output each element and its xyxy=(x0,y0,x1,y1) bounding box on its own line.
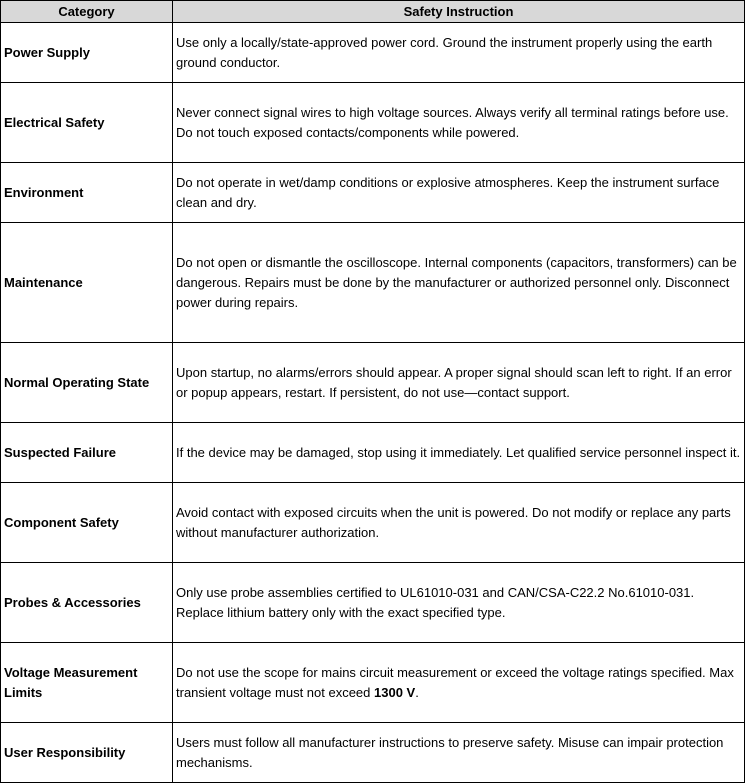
category-cell: Maintenance xyxy=(1,223,173,343)
table-row xyxy=(1,23,745,83)
instruction-text-end: . xyxy=(415,684,419,700)
category-cell: Suspected Failure xyxy=(1,423,173,483)
header-row xyxy=(1,1,745,23)
table-row xyxy=(1,563,745,643)
instruction-cell: Upon startup, no alarms/errors should appear. A proper signal should scan left to right. If an error or popup appears, restart. If persistent, do not use—contact support. xyxy=(173,343,745,423)
instruction-cell: Do not operate in wet/damp conditions or explosive atmospheres. Keep the instrument surface clean and dry. xyxy=(173,163,745,223)
instruction-cell: Only use probe assemblies certified to UL61010-031 and CAN/CSA-C22.2 No.61010-031. Replace lithium battery only with the exact specified type. xyxy=(173,563,745,643)
header-instruction: Safety Instruction xyxy=(173,1,745,23)
category-cell: Voltage Measurement Limits xyxy=(1,643,173,723)
instruction-cell: Avoid contact with exposed circuits when the unit is powered. Do not modify or replace any parts without manufacturer authorization. xyxy=(173,483,745,563)
instruction-cell: Do not open or dismantle the oscilloscope. Internal components (capacitors, transformers) can be dangerous. Repairs must be done by the manufacturer or authorized personnel only. Disconnect power during repairs. xyxy=(173,223,745,343)
header-category: Category xyxy=(1,1,173,23)
category-cell: User Responsibility xyxy=(1,723,173,783)
table-row xyxy=(1,723,745,783)
instruction-cell: Never connect signal wires to high voltage sources. Always verify all terminal ratings before use. Do not touch exposed contacts/components while powered. xyxy=(173,83,745,163)
instruction-text: Do not use the scope for mains circuit measurement or exceed the voltage ratings specified. Max transient voltage must not exceed xyxy=(176,664,734,700)
category-cell: Environment xyxy=(1,163,173,223)
table-row xyxy=(1,163,745,223)
instruction-cell: Use only a locally/state-approved power cord. Ground the instrument properly using the earth ground conductor. xyxy=(173,23,745,83)
category-cell: Component Safety xyxy=(1,483,173,563)
category-cell: Probes & Accessories xyxy=(1,563,173,643)
table-row xyxy=(1,423,745,483)
category-cell: Normal Operating State xyxy=(1,343,173,423)
voltage-limit-value: 1300 V xyxy=(374,684,416,700)
table-row xyxy=(1,643,745,723)
table-row xyxy=(1,223,745,343)
instruction-cell xyxy=(173,643,745,723)
category-cell: Electrical Safety xyxy=(1,83,173,163)
category-cell: Power Supply xyxy=(1,23,173,83)
instruction-cell: If the device may be damaged, stop using it immediately. Let qualified service personnel inspect it. xyxy=(173,423,745,483)
table-row xyxy=(1,83,745,163)
instruction-cell: Users must follow all manufacturer instructions to preserve safety. Misuse can impair protection mechanisms. xyxy=(173,723,745,783)
table-row xyxy=(1,483,745,563)
table-row xyxy=(1,343,745,423)
